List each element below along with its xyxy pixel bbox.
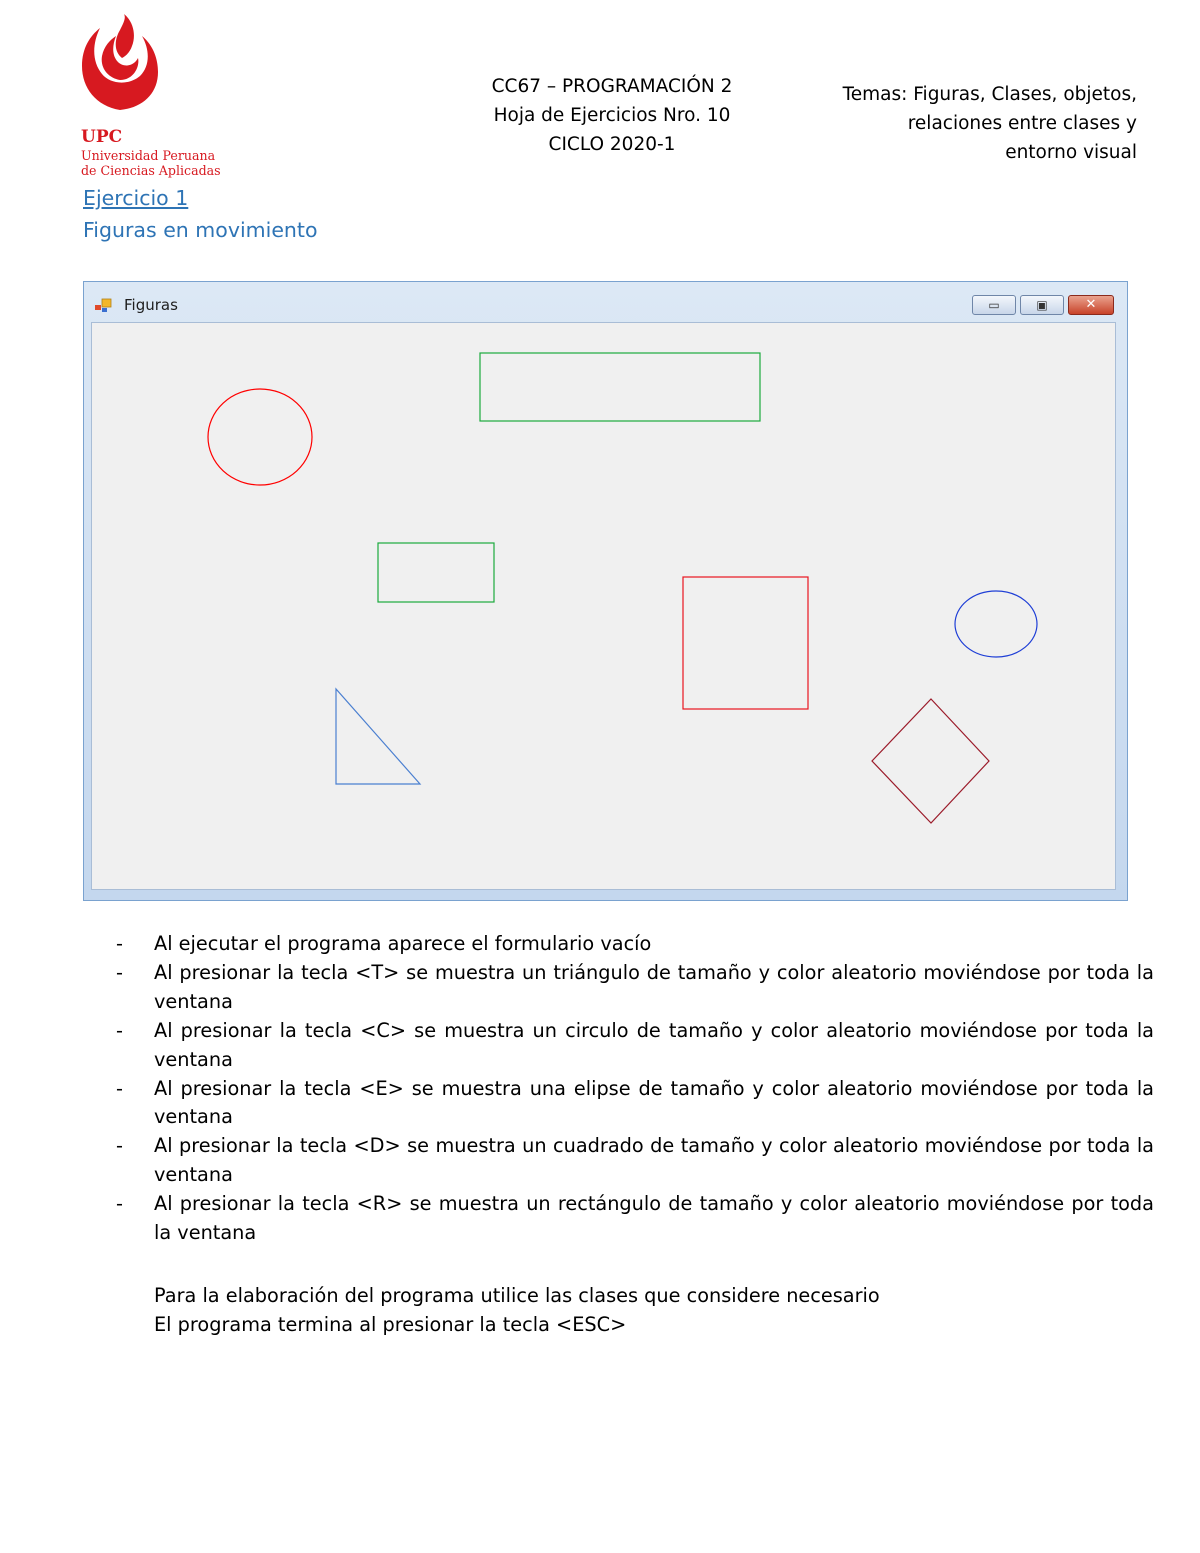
window-titlebar[interactable] bbox=[84, 282, 1127, 322]
blue-triangle-shape bbox=[336, 689, 420, 784]
list-item: - Al presionar la tecla <C> se muestra un circulo de tamaño y color aleatorio moviéndose por toda la ventana bbox=[116, 1018, 1154, 1071]
requirements-list bbox=[110, 930, 1154, 1248]
list-item: - Al presionar la tecla <D> se muestra un cuadrado de tamaño y color aleatorio moviéndose por toda la ventana bbox=[116, 1134, 1154, 1187]
topics-header bbox=[795, 80, 1137, 167]
maximize-icon: ▣ bbox=[1036, 298, 1048, 312]
dark-red-diamond-shape bbox=[872, 699, 989, 823]
close-icon: ✕ bbox=[1085, 297, 1097, 312]
maximize-button[interactable] bbox=[1020, 295, 1064, 315]
topics-line: Temas: Figuras, Clases, objetos, bbox=[842, 84, 1137, 105]
note-esc-key: El programa termina al presionar la tecla <ESC> bbox=[154, 1313, 627, 1336]
form-client-area[interactable] bbox=[91, 322, 1116, 890]
list-item: - Al presionar la tecla <T> se muestra un triángulo de tamaño y color aleatorio moviéndose por toda la ventana bbox=[116, 960, 1154, 1013]
upc-logo bbox=[78, 14, 238, 178]
exercise-number: Ejercicio 1 bbox=[83, 186, 189, 210]
green-wide-rectangle-shape bbox=[480, 353, 760, 421]
note-classes: Para la elaboración del programa utilice las clases que considere necesario bbox=[154, 1284, 880, 1307]
course-code: CC67 – PROGRAMACIÓN 2 bbox=[491, 76, 733, 97]
list-item: - Al presionar la tecla <R> se muestra un rectángulo de tamaño y color aleatorio moviéndose por toda la ventana bbox=[116, 1192, 1154, 1245]
red-square-shape bbox=[683, 577, 808, 709]
upc-flame-icon bbox=[78, 14, 162, 114]
exercise-title: Figuras en movimiento bbox=[83, 218, 318, 242]
window-title: Figuras bbox=[124, 296, 178, 314]
cycle: CICLO 2020-1 bbox=[548, 134, 676, 155]
blue-ellipse-shape bbox=[955, 591, 1037, 657]
worksheet-number: Hoja de Ejercicios Nro. 10 bbox=[493, 105, 731, 126]
logo-abbreviation: UPC bbox=[81, 127, 123, 147]
green-small-rectangle-shape bbox=[378, 543, 494, 602]
topics-line: entorno visual bbox=[1005, 142, 1137, 163]
minimize-icon: ▭ bbox=[988, 298, 1000, 312]
course-header bbox=[452, 72, 772, 159]
minimize-button[interactable] bbox=[972, 295, 1016, 315]
windows-form-icon bbox=[95, 298, 113, 312]
list-item: - Al ejecutar el programa aparece el formulario vacío bbox=[116, 932, 652, 955]
topics-line: relaciones entre clases y bbox=[907, 113, 1137, 134]
figuras-window bbox=[83, 281, 1128, 901]
logo-university-name: Universidad Peruana de Ciencias Aplicadas bbox=[81, 148, 221, 178]
list-item: - Al presionar la tecla <E> se muestra una elipse de tamaño y color aleatorio moviéndose por toda la ventana bbox=[116, 1076, 1154, 1129]
close-button[interactable] bbox=[1068, 295, 1114, 315]
shapes-canvas bbox=[92, 323, 1117, 891]
red-circle-shape bbox=[208, 389, 312, 485]
